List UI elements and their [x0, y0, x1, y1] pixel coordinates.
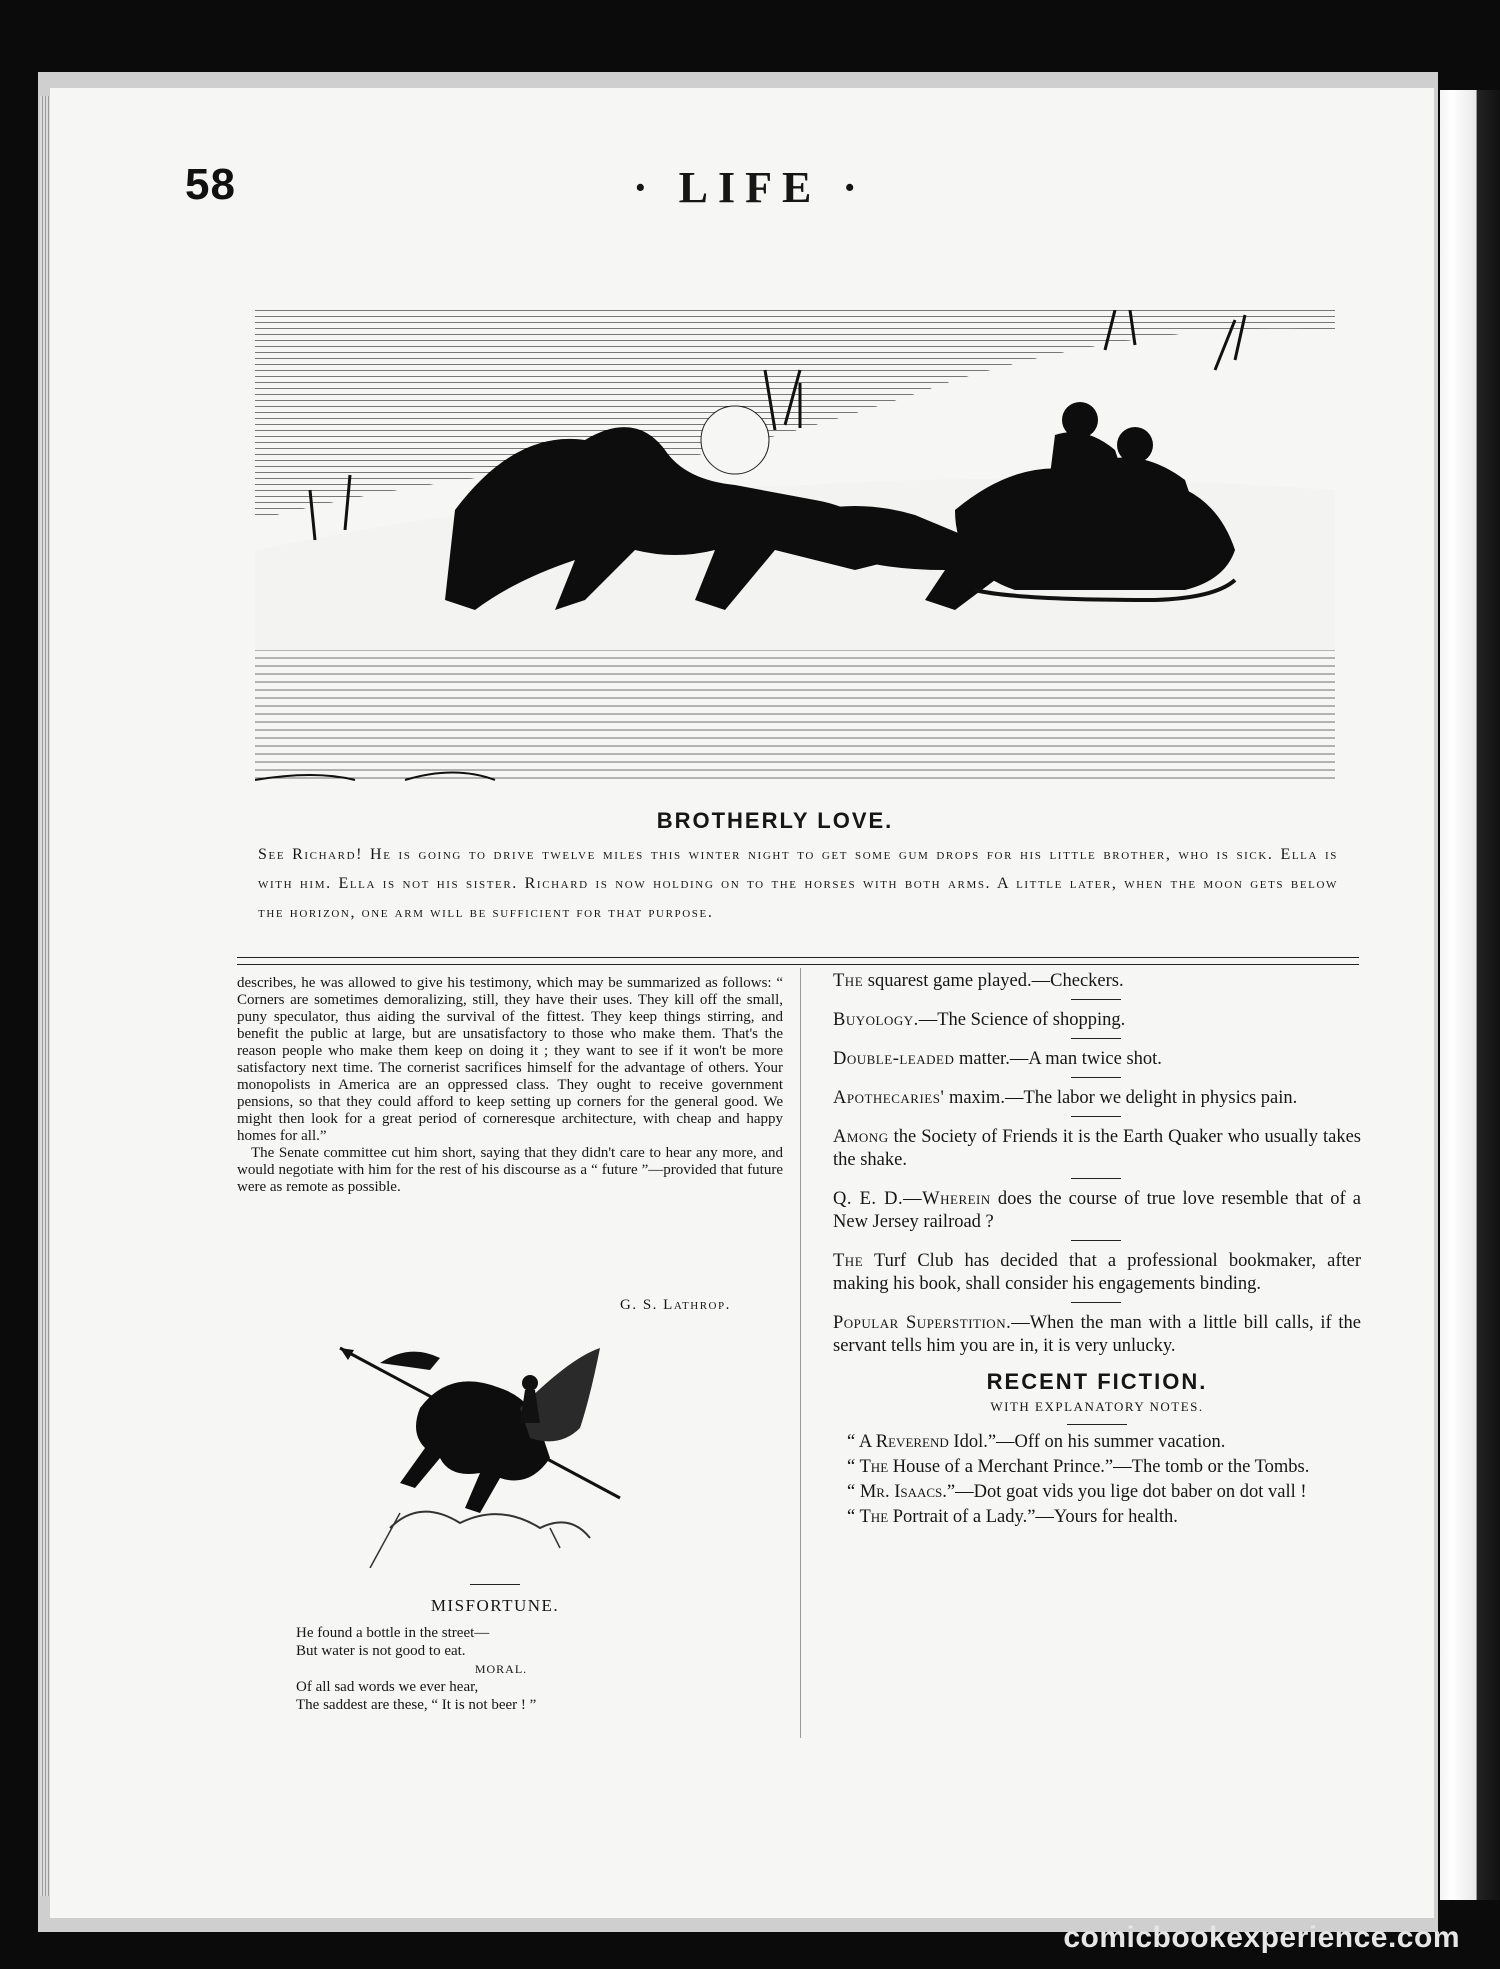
fiction-entry	[833, 1431, 1361, 1454]
squib-lead: Double-leaded	[833, 1049, 955, 1069]
squib-divider	[1071, 1116, 1121, 1117]
squib-text: maxim.—The labor we delight in physics pain.	[944, 1088, 1298, 1108]
squib-lead: Q. E. D.—Wherein	[833, 1189, 991, 1209]
squib	[833, 1048, 1361, 1071]
fiction-text: House of a Merchant Prince.”—The tomb or the Tombs.	[888, 1457, 1310, 1477]
squib-divider	[1071, 1302, 1121, 1303]
poem-divider	[470, 1584, 520, 1585]
pegasus-knight-illustration	[330, 1338, 680, 1568]
squib-text: does the course of true love resemble that of a New Jersey railroad ?	[833, 1189, 1361, 1232]
squib-text: —The Science of shopping.	[918, 1010, 1126, 1030]
poem-line: He found a bottle in the street—	[296, 1625, 490, 1641]
poem-title: MISFORTUNE.	[430, 1596, 560, 1615]
squib-text: matter.—A man twice shot.	[954, 1049, 1162, 1069]
article-paragraph: The Senate committee cut him short, saying that they didn't care to hear any more, and would negotiate with him for the rest of his discourse as a “ future ”—provided that future were as remote as possible.	[237, 1145, 783, 1195]
poem-moral-label: MORAL.	[474, 1662, 528, 1676]
poem-line: The saddest are these, “ It is not beer ! ”	[296, 1697, 537, 1713]
fiction-lead: “ The	[847, 1457, 889, 1477]
squib	[833, 1126, 1361, 1172]
masthead: · LIFE ·	[632, 163, 868, 212]
squib-divider	[1071, 999, 1121, 1000]
fiction-entry	[833, 1506, 1361, 1529]
fiction-text: ”—Dot goat vids you lige dot baber on dot vall !	[946, 1482, 1307, 1502]
fiction-lead: “ Mr. Isaacs.	[847, 1482, 947, 1502]
squib-lead: Among	[833, 1127, 889, 1147]
poem-line: But water is not good to eat.	[296, 1643, 466, 1659]
squib-lead: Apothecaries'	[833, 1088, 945, 1108]
page-number: 58	[185, 160, 236, 209]
left-column	[237, 975, 783, 1196]
squib-divider	[1071, 1240, 1121, 1241]
book-binding	[1440, 90, 1500, 1900]
fiction-entry	[833, 1481, 1361, 1504]
squib	[833, 970, 1361, 993]
squib-lead: Popular Superstition.	[833, 1313, 1012, 1333]
squib	[833, 1087, 1361, 1110]
fiction-lead: “ The	[847, 1507, 889, 1527]
squib-divider	[1071, 1077, 1121, 1078]
recent-fiction-title: RECENT FICTION.	[986, 1369, 1208, 1394]
cartoon-caption: See Richard! He is going to drive twelve miles this winter night to get some gum drops for his little brother, who is sick. Ella is with him. Ella is not his sister. Richard is now holding on to the horses with both arms. A little later, when the moon gets below the horizon, one arm will be sufficient for that purpose.	[258, 846, 1338, 921]
squib-text: Turf Club has decided that a professional bookmaker, after making his book, shall consider his engagements binding.	[833, 1251, 1361, 1294]
squib-text: —When the man with a little bill calls, if the servant tells him you are in, it is very unlucky.	[833, 1313, 1361, 1356]
squib-divider	[1071, 1038, 1121, 1039]
article-paragraph: describes, he was allowed to give his testimony, which may be summarized as follows: “ Corners are sometimes demoralizing, still, they have their uses. They kill off the small, puny speculator, thus aiding the survival of the fittest. They keep things stirring, and benefit the public at large, but are unsatisfactory to those who make them. That's the reason people who make them keep on doing it ; they want to see if it won't be more satisfactory next time. The cornerist sacrifices himself for the advantage of others. Your monopolists in America are an oppressed class. They ought to receive government pensions, so that they could afford to keep setting up corners for the general good. We might then look for a great period of corneresque architecture, with cheap and happy homes for all.”	[237, 975, 783, 1144]
right-column	[833, 970, 1361, 1531]
fiction-divider	[1067, 1424, 1127, 1425]
column-divider	[800, 968, 801, 1738]
squib	[833, 1009, 1361, 1032]
fiction-lead: “ A Reverend	[847, 1432, 949, 1452]
fiction-text: Idol.”—Off on his summer vacation.	[948, 1432, 1226, 1452]
recent-fiction-subtitle: WITH EXPLANATORY NOTES.	[990, 1399, 1204, 1414]
author-signature: G. S. Lathrop.	[620, 1297, 731, 1313]
squib-lead: Buyology.	[833, 1010, 919, 1030]
squib-lead: The	[833, 971, 864, 991]
squib-divider	[1071, 1178, 1121, 1179]
fiction-entry	[833, 1456, 1361, 1479]
section-divider	[237, 957, 1359, 965]
squib	[833, 1312, 1361, 1358]
poem	[296, 1624, 676, 1714]
squib-text: squarest game played.—Checkers.	[863, 971, 1124, 991]
squib-text: the Society of Friends it is the Earth Quaker who usually takes the shake.	[833, 1127, 1361, 1170]
site-watermark: comicbookexperience.com	[1063, 1921, 1460, 1954]
cartoon-title: BROTHERLY LOVE.	[656, 808, 894, 833]
fiction-text: Portrait of a Lady.”—Yours for health.	[888, 1507, 1178, 1527]
sleigh-ride-illustration	[255, 310, 1335, 810]
squib	[833, 1250, 1361, 1296]
squib-lead: The	[833, 1251, 864, 1271]
squib	[833, 1188, 1361, 1234]
poem-line: Of all sad words we ever hear,	[296, 1679, 479, 1695]
